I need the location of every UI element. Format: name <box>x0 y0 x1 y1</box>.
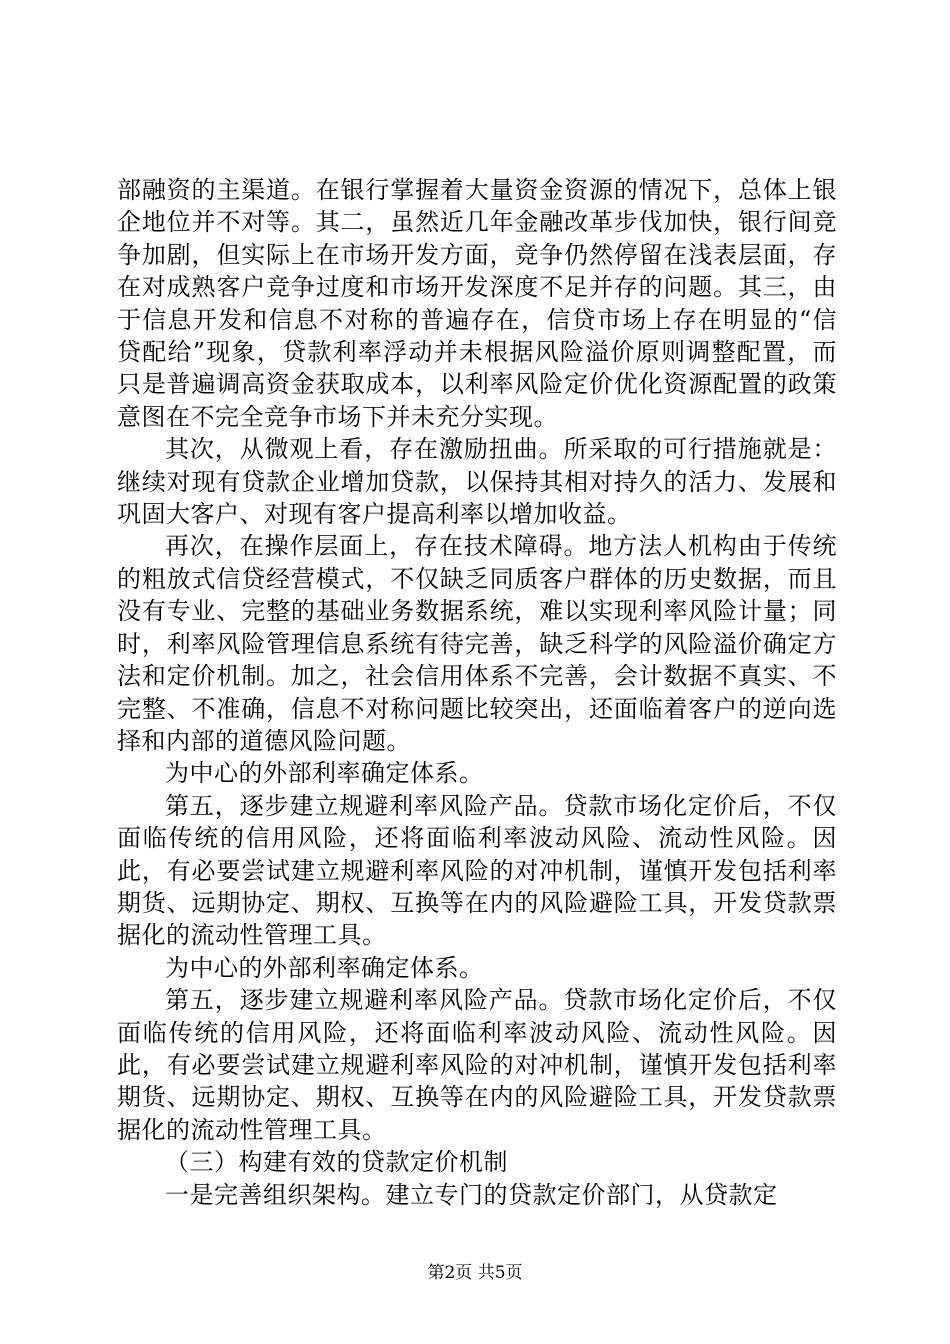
page-number: 第2页 共5页 <box>427 1263 523 1283</box>
paragraph-4: 为中心的外部利率确定体系。 <box>165 759 484 788</box>
paragraph-7: 第五，逐步建立规避利率风险产品。贷款市场化定价后，不仅面临传统的信用风险，还将面临利率波动风险、流动性风险。因此，有必要尝试建立规避利率风险的对冲机制，谨慎开发包括利率期货、远期协定、期权、互换等在内的风险避险工具，开发贷款票据化的流动性管理工具。 <box>117 986 837 1144</box>
paragraph-2: 其次，从微观上看，存在激励扭曲。所采取的可行措施就是：继续对现有贷款企业增加贷款，以保持其相对持久的活力、发展和巩固大客户、对现有客户提高利率以增加收益。 <box>117 435 837 529</box>
section-heading: （三）构建有效的贷款定价机制 <box>165 1148 508 1177</box>
paragraph-3: 再次，在操作层面上，存在技术障碍。地方法人机构由于传统的粗放式信贷经营模式，不仅缺乏同质客户群体的历史数据，而且没有专业、完整的基础业务数据系统，难以实现利率风险计量；同时，利率风险管理信息系统有待完善，缺乏科学的风险溢价确定方法和定价机制。加之，社会信用体系不完善，会计数据不真实、不完整、不准确，信息不对称问题比较突出，还面临着客户的逆向选择和内部的道德风险问题。 <box>117 532 837 755</box>
paragraph-8: 一是完善组织架构。建立专门的贷款定价部门，从贷款定 <box>165 1180 778 1209</box>
document-body <box>117 174 837 1211</box>
paragraph-1: 部融资的主渠道。在银行掌握着大量资金资源的情况下，总体上银企地位并不对等。其二，虽然近几年金融改革步伐加快，银行间竞争加剧，但实际上在市场开发方面，竞争仍然停留在浅表层面，存在对成熟客户竞争过度和市场开发深度不足并存的问题。其三，由于信息开发和信息不对称的普遍存在，信贷市场上存在明显的“信贷配给”现象，贷款利率浮动并未根据风险溢价原则调整配置，而只是普遍调高资金获取成本，以利率风险定价优化资源配置的政策意图在不完全竞争市场下并未充分实现。 <box>117 176 837 431</box>
paragraph-5: 第五，逐步建立规避利率风险产品。贷款市场化定价后，不仅面临传统的信用风险，还将面临利率波动风险、流动性风险。因此，有必要尝试建立规避利率风险的对冲机制，谨慎开发包括利率期货、远期协定、期权、互换等在内的风险避险工具，开发贷款票据化的流动性管理工具。 <box>117 791 837 950</box>
paragraph-6: 为中心的外部利率确定体系。 <box>165 953 484 982</box>
